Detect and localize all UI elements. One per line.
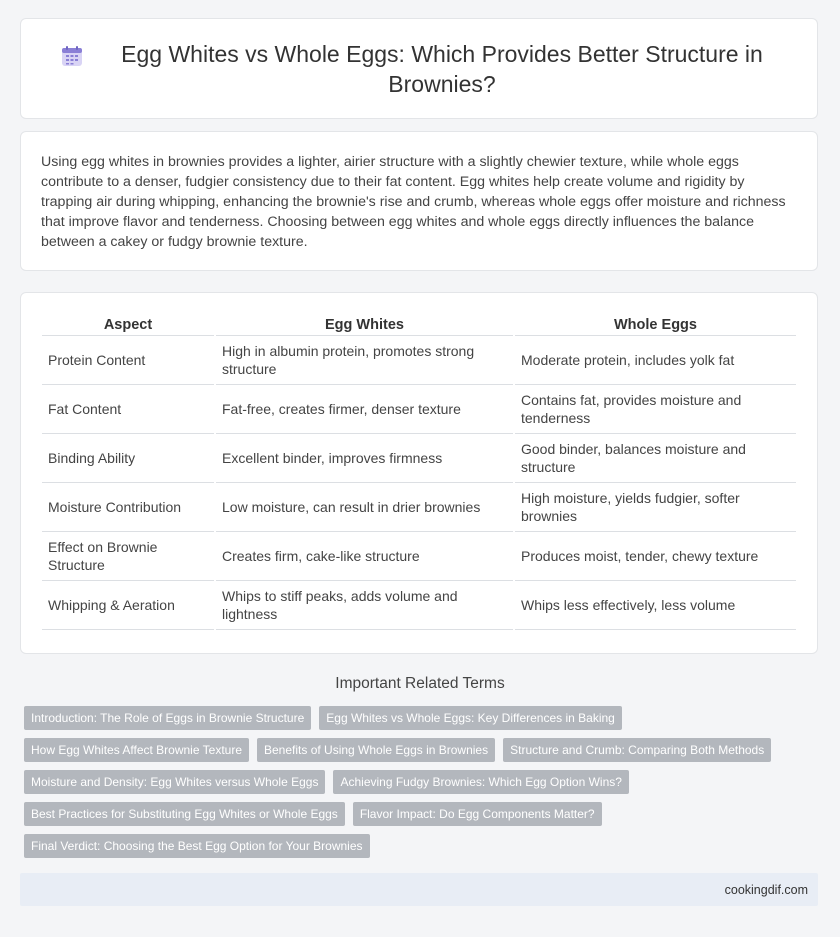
- table-cell: Creates firm, cake-like structure: [216, 532, 513, 581]
- header-whole-eggs: Whole Eggs: [515, 311, 796, 336]
- related-term-tag[interactable]: Final Verdict: Choosing the Best Egg Option for Your Brownies: [24, 834, 370, 858]
- table-cell: Good binder, balances moisture and structure: [515, 434, 796, 483]
- related-terms-list: [24, 706, 820, 866]
- related-term-tag[interactable]: Best Practices for Substituting Egg Whites or Whole Eggs: [24, 802, 345, 826]
- table-cell: Low moisture, can result in drier brownies: [216, 483, 513, 532]
- table-cell: Produces moist, tender, chewy texture: [515, 532, 796, 581]
- related-term-tag[interactable]: Egg Whites vs Whole Eggs: Key Differences in Baking: [319, 706, 622, 730]
- header-aspect: Aspect: [42, 311, 214, 336]
- related-term-tag[interactable]: Structure and Crumb: Comparing Both Methods: [503, 738, 771, 762]
- header-card: [20, 18, 818, 119]
- related-term-tag[interactable]: Benefits of Using Whole Eggs in Brownies: [257, 738, 495, 762]
- table-cell: Effect on Brownie Structure: [42, 532, 214, 581]
- related-term-tag[interactable]: Moisture and Density: Egg Whites versus Whole Eggs: [24, 770, 325, 794]
- related-term-tag[interactable]: Achieving Fudgy Brownies: Which Egg Option Wins?: [333, 770, 628, 794]
- title-wrap: [21, 39, 817, 99]
- tag-row: [24, 706, 820, 730]
- tag-row: [24, 834, 820, 858]
- table-cell: High moisture, yields fudgier, softer brownies: [515, 483, 796, 532]
- table-cell: Protein Content: [42, 336, 214, 385]
- comparison-table-card: [20, 292, 818, 654]
- table-cell: Moisture Contribution: [42, 483, 214, 532]
- footer-site-link[interactable]: cookingdif.com: [724, 882, 808, 897]
- tag-row: [24, 802, 820, 826]
- table-cell: Moderate protein, includes yolk fat: [515, 336, 796, 385]
- table-cell: Contains fat, provides moisture and tenderness: [515, 385, 796, 434]
- header-egg-whites: Egg Whites: [216, 311, 513, 336]
- table-row: [42, 483, 796, 532]
- table-cell: Whipping & Aeration: [42, 581, 214, 630]
- tag-row: [24, 770, 820, 794]
- related-terms-title: Important Related Terms: [335, 675, 505, 692]
- table-cell: Whips less effectively, less volume: [515, 581, 796, 630]
- intro-card: [20, 131, 818, 271]
- table-cell: Fat Content: [42, 385, 214, 434]
- table-header-row: [42, 311, 796, 336]
- comparison-table: [40, 311, 798, 630]
- table-cell: Fat-free, creates firmer, denser texture: [216, 385, 513, 434]
- table-row: [42, 336, 796, 385]
- table-row: [42, 581, 796, 630]
- page-title: Egg Whites vs Whole Eggs: Which Provides Better Structure in Brownies?: [121, 40, 763, 97]
- related-term-tag[interactable]: Introduction: The Role of Eggs in Brownie Structure: [24, 706, 311, 730]
- table-cell: High in albumin protein, promotes strong structure: [216, 336, 513, 385]
- table-row: [42, 532, 796, 581]
- table-cell: Binding Ability: [42, 434, 214, 483]
- calendar-icon: [61, 45, 83, 67]
- table-row: [42, 434, 796, 483]
- tag-row: [24, 738, 820, 762]
- footer: [20, 873, 818, 906]
- table-cell: Whips to stiff peaks, adds volume and lightness: [216, 581, 513, 630]
- related-term-tag[interactable]: Flavor Impact: Do Egg Components Matter?: [353, 802, 602, 826]
- related-term-tag[interactable]: How Egg Whites Affect Brownie Texture: [24, 738, 249, 762]
- intro-paragraph: Using egg whites in brownies provides a lighter, airier structure with a slightly chewier texture, while whole eggs contribute to a denser, fudgier consistency due to their fat content. Egg whites help create volume and rigidity by trapping air during whipping, enhancing the brownie's rise and crumb, whereas whole eggs offer moisture and richness that improve flavor and tenderness. Choosing between egg whites and whole eggs directly influences the balance between a cakey or fudgy brownie texture.: [41, 154, 786, 250]
- table-row: [42, 385, 796, 434]
- table-cell: Excellent binder, improves firmness: [216, 434, 513, 483]
